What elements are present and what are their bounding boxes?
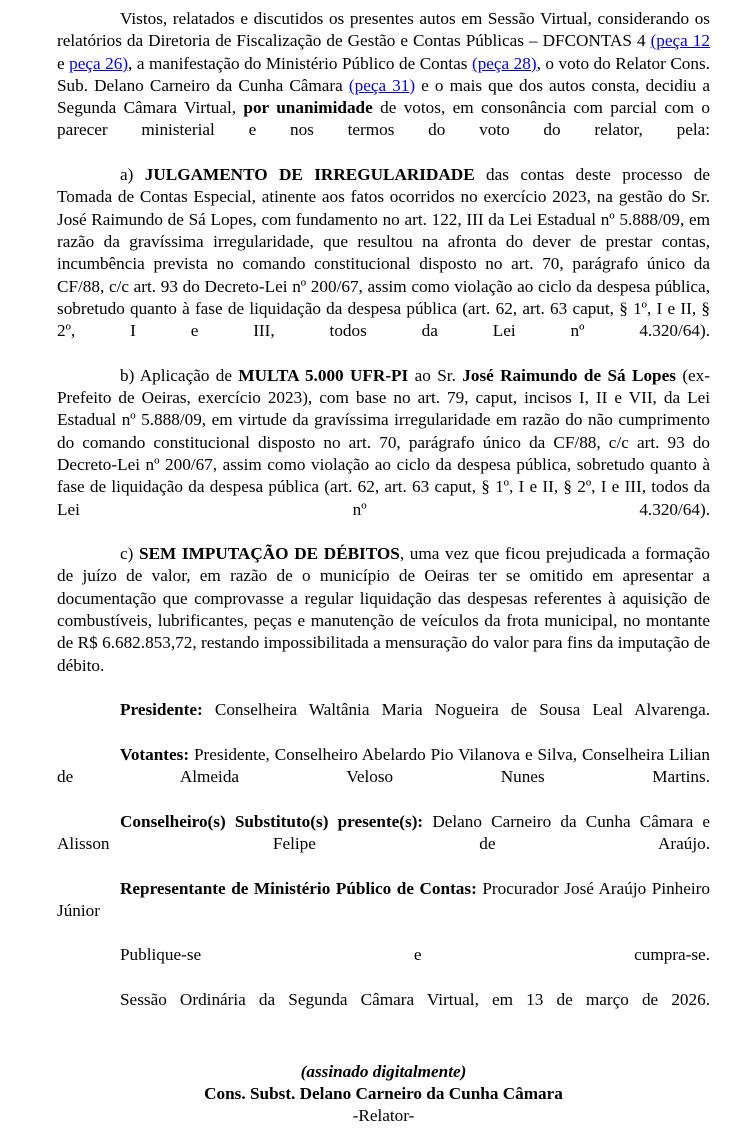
text-segment: , uma vez que ficou prejudicada a formação de juízo de valor, em razão de o município de Oeiras ter se omitido em apresentar a documentação que comprovasse a regular liquidação das despesas referentes à aquisição de combustíveis, lubrificantes, peças e manutenção de veículos da frota municipal, no montante de R$ 6.682.853,72, restando impossibilitada a mensuração do valor para fins da imputação de débito. [57, 544, 710, 675]
heading-sem-imputacao-debitos: SEM IMPUTAÇÃO DE DÉBITOS [139, 544, 400, 564]
name-jose-raimundo: José Raimundo de Sá Lopes [462, 365, 676, 385]
link-peca-26[interactable]: peça 26) [69, 53, 129, 73]
signature-name: Cons. Subst. Delano Carneiro da Cunha Câmara [204, 1083, 563, 1103]
paragraph-item-a [57, 164, 710, 365]
link-peca-31-tail[interactable]: ) [409, 75, 416, 95]
emphasis-unanimidade: por unanimidade [243, 98, 373, 118]
label-votantes: Votantes: [120, 744, 190, 764]
label-representante-mpc: Representante de Ministério Público de Contas: [120, 878, 477, 898]
paragraph-representante-mpc [57, 878, 710, 945]
text-segment: , o voto do Relator Cons. Sub. Delano Carneiro da Cunha Câmara [57, 53, 710, 95]
paragraph-item-b [57, 365, 710, 543]
signature-block [57, 1061, 710, 1128]
label-presidente: Presidente: [120, 700, 203, 720]
link-peca-12[interactable]: (peça 12 [650, 31, 710, 51]
paragraph-vistos [57, 8, 710, 164]
text-segment: Publique-se e cumpra-se. [120, 945, 710, 965]
paragraph-publique-se [57, 944, 710, 989]
document-body [57, 8, 710, 1128]
value-conselheiros-substitutos: Delano Carneiro da Cunha Câmara e Alisson Felipe de Araújo. [57, 811, 710, 853]
paragraph-conselheiros-substitutos [57, 811, 710, 878]
text-segment: (ex-Prefeito de Oeiras, exercício 2023), com base no art. 79, caput, incisos I, II e VII, da Lei Estadual nº 5.888/09, em virtude da gravíssima irregularidade em razão do não cumprimento do comando constitucional disposto no art. 70, parágrafo único da CF/88, c/c art. 93 do Decreto-Lei nº 200/67, assim como violação ao ciclo da despesa pública, sobretudo quanto à fase de liquidação da despesa pública (art. 62, art. 63 caput, § 1º, I e II, § 2º, I e III, todos da Lei nº 4.320/64). [57, 365, 710, 519]
value-votantes: Presidente, Conselheiro Abelardo Pio Vilanova e Silva, Conselheira Lilian de Almeida Veloso Nunes Martins. [57, 744, 710, 787]
item-letter-b: b) Aplicação de [120, 365, 239, 385]
label-conselheiros-substitutos: Conselheiro(s) Substituto(s) presente(s): [120, 811, 424, 831]
text-segment: Vistos, relatados e discutidos os presentes autos em Sessão Virtual, considerando os relatórios da Diretoria de Fiscalização de Gestão e Contas Públicas – DFCONTAS 4 [57, 9, 710, 51]
paragraph-item-c [57, 543, 710, 699]
heading-multa: MULTA 5.000 UFR-PI [238, 365, 409, 385]
link-peca-31[interactable]: (peça 31 [348, 75, 410, 95]
text-segment: e [57, 53, 70, 73]
link-peca-28[interactable]: (peça 28) [471, 53, 537, 73]
value-representante-mpc: Procurador José Araújo Pinheiro Júnior [57, 878, 710, 920]
text-segment: , a manifestação do Ministério Público de Contas [128, 53, 472, 73]
signature-assinado-digitalmente: (assinado digitalmente) [300, 1061, 467, 1081]
text-segment: de votos, em consonância com parcial com o parecer ministerial e nos termos do voto do relator, pela: [57, 98, 710, 140]
text-segment: e o mais que dos autos consta, decidiu a Segunda Câmara Virtual, [57, 75, 710, 118]
heading-julgamento-irregularidade: JULGAMENTO DE IRREGULARIDADE [144, 165, 475, 185]
paragraph-presidente [57, 699, 710, 744]
item-letter-c: c) [120, 544, 140, 564]
text-segment: ao Sr. [408, 365, 463, 385]
text-segment: Sessão Ordinária da Segunda Câmara Virtual, em 13 de março de 2026. [120, 990, 710, 1010]
paragraph-votantes [57, 744, 710, 811]
paragraph-sessao-ordinaria [57, 989, 710, 1034]
signature-role: -Relator- [352, 1106, 415, 1126]
item-letter-a: a) [120, 165, 145, 185]
text-segment: das contas deste processo de Tomada de Contas Especial, atinente aos fatos ocorridos no exercício 2023, na gestão do Sr. José Raimundo de Sá Lopes, com fundamento no art. 122, III da Lei Estadual nº 5.888/09, em razão da gravíssima irregularidade, que resultou na afronta do dever de prestar contas, incumbência prevista no comando constitucional disposto no art. 70, parágrafo único da CF/88, c/c art. 93 do Decreto-Lei nº 200/67, assim como violação ao ciclo da despesa pública, sobretudo quanto à fase de liquidação da despesa pública (art. 62, art. 63 caput, § 1º, I e II, § 2º, I e III, todos da Lei nº 4.320/64). [57, 165, 711, 341]
value-presidente: Conselheira Waltânia Maria Nogueira de Sousa Leal Alvarenga. [202, 700, 710, 720]
